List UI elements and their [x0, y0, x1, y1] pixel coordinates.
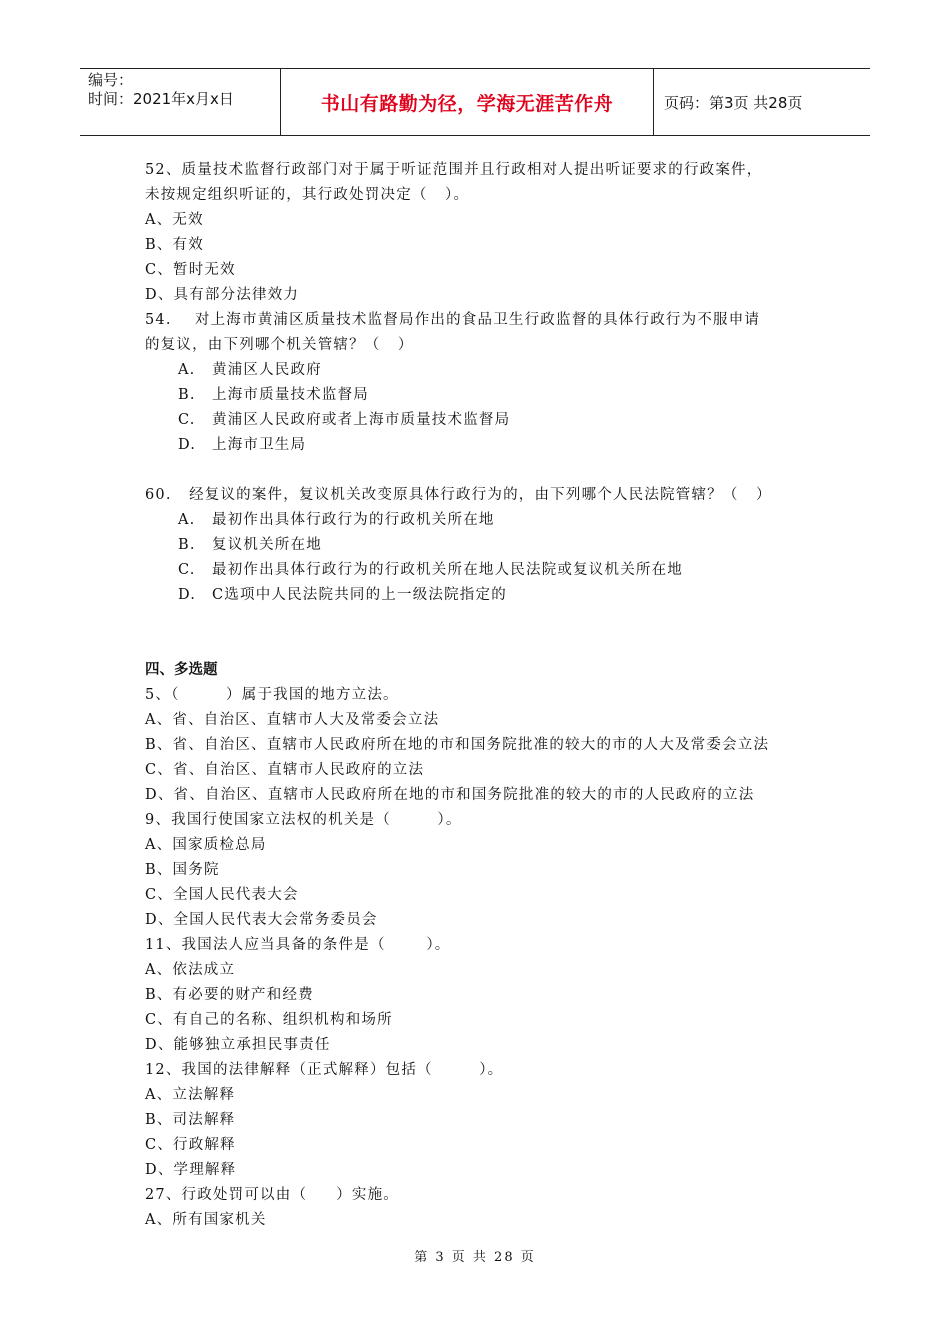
option-text: 最初作出具体行政行为的行政机关所在地: [212, 512, 495, 528]
date-label: 时间：2021年x月x日: [88, 90, 234, 108]
option: [145, 533, 825, 558]
option-text: 黄浦区人民政府: [212, 362, 322, 378]
question-stem: 54. 对上海市黄浦区质量技术监督局作出的食品卫生行政监督的具体行政行为不服申请: [145, 312, 761, 328]
option: C、有自己的名称、组织机构和场所: [145, 1012, 393, 1028]
option-letter: C.: [178, 562, 196, 578]
question-12: [145, 1058, 825, 1183]
option: D、学理解释: [145, 1162, 237, 1178]
option: D、省、自治区、直辖市人民政府所在地的市和国务院批准的较大的市的人民政府的立法: [145, 787, 755, 803]
question-stem: 5、（ ）属于我国的地方立法。: [145, 687, 399, 703]
option-letter: A.: [178, 512, 196, 528]
question-27: [145, 1183, 825, 1233]
option: D、全国人民代表大会常务委员会: [145, 912, 378, 928]
question-stem: 52、质量技术监督行政部门对于属于听证范围并且行政相对人提出听证要求的行政案件，: [145, 162, 763, 178]
option: [145, 433, 825, 458]
option-letter: C.: [178, 412, 196, 428]
page-header: [80, 68, 870, 136]
option-letter: B.: [178, 387, 196, 403]
question-9: [145, 808, 825, 933]
option-text: 复议机关所在地: [212, 537, 322, 553]
option: [145, 408, 825, 433]
option: D、能够独立承担民事责任: [145, 1037, 331, 1053]
option: B、有效: [145, 237, 204, 253]
question-52: [145, 158, 825, 308]
option: B、国务院: [145, 862, 220, 878]
question-stem: 未按规定组织听证的，其行政处罚决定（ ）。: [145, 187, 470, 203]
option: A、立法解释: [145, 1087, 236, 1103]
option: [145, 583, 825, 608]
spacer: [145, 633, 825, 658]
option: A、无效: [145, 212, 204, 228]
option-text: 上海市质量技术监督局: [212, 387, 369, 403]
spacer: [145, 608, 825, 633]
option: [145, 558, 825, 583]
option: D、具有部分法律效力: [145, 287, 300, 303]
option: C、行政解释: [145, 1137, 236, 1153]
option: C、全国人民代表大会: [145, 887, 299, 903]
question-stem: 的复议，由下列哪个机关管辖？（ ）: [145, 337, 414, 353]
option: B、省、自治区、直辖市人民政府所在地的市和国务院批准的较大的市的人大及常委会立法: [145, 737, 770, 753]
question-5: [145, 683, 825, 808]
option-text: 黄浦区人民政府或者上海市质量技术监督局: [212, 412, 511, 428]
option-letter: D.: [178, 437, 197, 453]
option: B、有必要的财产和经费: [145, 987, 314, 1003]
header-motto: 书山有路勤为径，学海无涯苦作舟: [281, 69, 654, 135]
option-text: 上海市卫生局: [212, 437, 307, 453]
option: B、司法解释: [145, 1112, 236, 1128]
option: A、所有国家机关: [145, 1212, 267, 1228]
section-title: 四、多选题: [145, 662, 218, 678]
question-60: [145, 483, 825, 608]
header-meta: [80, 69, 281, 135]
option: A、省、自治区、直辖市人大及常委会立法: [145, 712, 440, 728]
option-letter: A.: [178, 362, 196, 378]
number-label: 编号：: [88, 71, 134, 89]
question-stem: 11、我国法人应当具备的条件是（ ）。: [145, 937, 451, 953]
option-letter: D.: [178, 587, 197, 603]
page-footer: 第 3 页 共 28 页: [414, 1250, 536, 1265]
question-stem: 12、我国的法律解释（正式解释）包括（ ）。: [145, 1062, 504, 1078]
option: [145, 508, 825, 533]
option-letter: B.: [178, 537, 196, 553]
header-page-info: 页码：第3页 共28页: [664, 93, 803, 112]
question-stem: 27、行政处罚可以由（ ）实施。: [145, 1187, 399, 1203]
spacer: [145, 458, 825, 483]
option: [145, 358, 825, 383]
option-text: 最初作出具体行政行为的行政机关所在地人民法院或复议机关所在地: [212, 562, 683, 578]
option: C、暂时无效: [145, 262, 236, 278]
question-54: [145, 308, 825, 458]
question-11: [145, 933, 825, 1058]
document-body: [145, 158, 825, 1233]
option: C、省、自治区、直辖市人民政府的立法: [145, 762, 425, 778]
question-stem: 60. 经复议的案件，复议机关改变原具体行政行为的，由下列哪个人民法院管辖？（ ）: [145, 487, 772, 503]
option: [145, 383, 825, 408]
option: A、国家质检总局: [145, 837, 267, 853]
question-stem: 9、我国行使国家立法权的机关是（ ）。: [145, 812, 462, 828]
option: A、依法成立: [145, 962, 236, 978]
option-text: C选项中人民法院共同的上一级法院指定的: [212, 587, 507, 603]
